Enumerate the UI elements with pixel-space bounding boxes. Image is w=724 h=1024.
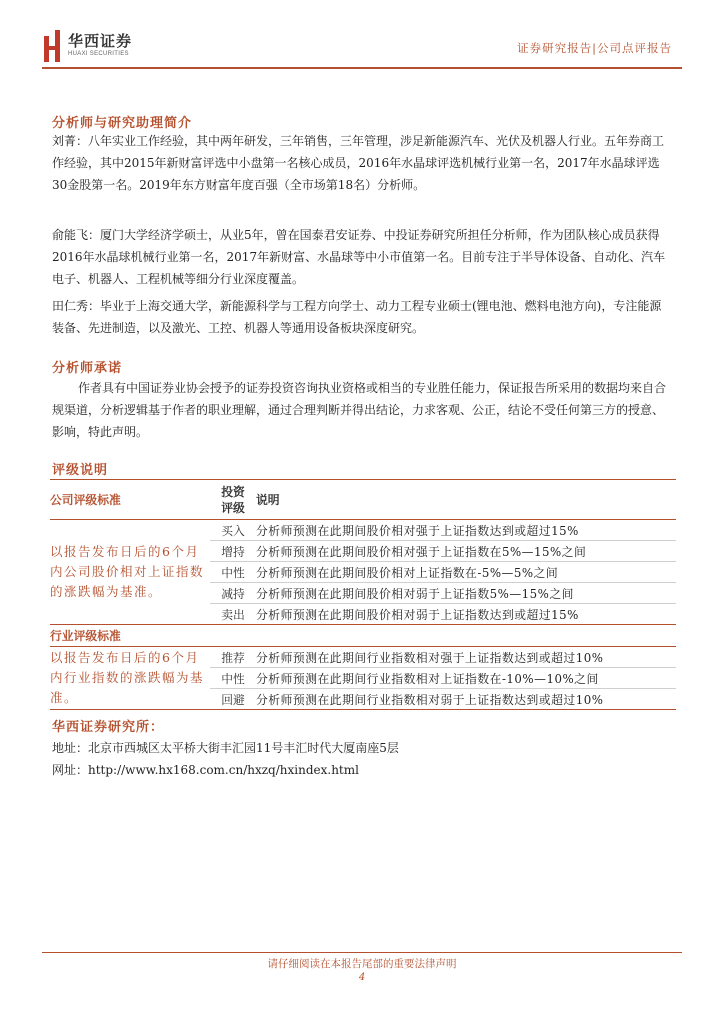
rating-desc: 分析师预测在此期间股价相对上证指数在-5%—5%之间 xyxy=(256,562,676,583)
company-rating-header: 公司评级标准 xyxy=(50,480,210,520)
rating-desc: 分析师预测在此期间股价相对强于上证指数达到或超过15% xyxy=(256,520,676,541)
desc-column-header: 说明 xyxy=(256,480,676,520)
rating-desc: 分析师预测在此期间行业指数相对弱于上证指数达到或超过10% xyxy=(256,689,676,710)
industry-rating-header: 行业评级标准 xyxy=(50,625,210,647)
commitment-text: 作者具有中国证券业协会授予的证券投资咨询执业资格或相当的专业胜任能力，保证报告所采用的数据均来自合规渠道，分析逻辑基于作者的职业理解，通过合理判断并得出结论，力求客观、公正，结论不受任何第三方的授意、影响，特此声明。 xyxy=(52,381,667,439)
rating-value: 推荐 xyxy=(210,647,256,668)
rating-table-header xyxy=(50,480,676,520)
page-header xyxy=(0,0,724,70)
analyst-bio-2: 俞能飞：厦门大学经济学硕士，从业5年，曾在国泰君安证券、中投证券研究所担任分析师，作为团队核心成员获得2016年水晶球机械行业第一名，2017年新财富、水晶球等中小市值第一名。目前专注于半导体设备、自动化、汽车电子、机器人、工程机械等细分行业深度覆盖。 xyxy=(52,228,666,286)
commitment-section-title: 分析师承诺 xyxy=(52,361,123,376)
rating-column-header: 投资评级 xyxy=(210,480,256,520)
institute-website: 网址：http://www.hx168.com.cn/hxzq/hxindex.html xyxy=(52,763,359,777)
footer-divider xyxy=(42,952,682,953)
huaxi-logo xyxy=(44,30,144,64)
institute-address: 地址：北京市西城区太平桥大街丰汇园11号丰汇时代大厦南座5层 xyxy=(52,741,399,755)
logo-text-en: HUAXI SECURITIES xyxy=(68,51,129,57)
rating-value: 中性 xyxy=(210,562,256,583)
institute-title: 华西证券研究所： xyxy=(52,720,165,735)
legal-notice: 请仔细阅读在本报告尾部的重要法律声明 xyxy=(267,958,457,970)
rating-value: 卖出 xyxy=(210,604,256,625)
empty-cell xyxy=(256,625,676,647)
industry-rating-header-row xyxy=(50,625,676,647)
rating-desc: 分析师预测在此期间股价相对强于上证指数在5%—15%之间 xyxy=(256,541,676,562)
rating-desc: 分析师预测在此期间股价相对弱于上证指数5%—15%之间 xyxy=(256,583,676,604)
rating-desc: 分析师预测在此期间行业指数相对上证指数在-10%—10%之间 xyxy=(256,668,676,689)
rating-value: 增持 xyxy=(210,541,256,562)
rating-section-title: 评级说明 xyxy=(52,463,109,478)
rating-value: 回避 xyxy=(210,689,256,710)
rating-value: 减持 xyxy=(210,583,256,604)
table-row xyxy=(50,520,676,541)
rating-desc: 分析师预测在此期间股价相对弱于上证指数达到或超过15% xyxy=(256,604,676,625)
rating-table xyxy=(50,479,676,710)
huaxi-logo-mark-icon xyxy=(44,30,62,62)
page-number: 4 xyxy=(358,972,366,983)
table-row xyxy=(50,647,676,668)
industry-rating-basis: 以报告发布日后的6个月内行业指数的涨跌幅为基准。 xyxy=(50,647,210,710)
analysts-section-title: 分析师与研究助理简介 xyxy=(52,116,193,131)
analyst-bio-1: 刘菁：八年实业工作经验，其中两年研发，三年销售，三年管理，涉足新能源汽车、光伏及机器人行业。五年券商工作经验，其中2015年新财富评选中小盘第一名核心成员，2016年水晶球评选机械行业第一名，2017年水晶球评选30金股第一名。2019年东方财富年度百强（全市场第18名）分析师。 xyxy=(52,134,665,192)
rating-value: 买入 xyxy=(210,520,256,541)
logo-text-cn: 华西证券 xyxy=(68,32,133,50)
company-rating-basis: 以报告发布日后的6个月内公司股价相对上证指数的涨跌幅为基准。 xyxy=(50,520,210,625)
empty-cell xyxy=(210,625,256,647)
rating-value: 中性 xyxy=(210,668,256,689)
analyst-bio-3: 田仁秀：毕业于上海交通大学，新能源科学与工程方向学士、动力工程专业硕士(锂电池、燃料电池方向)，专注能源装备、先进制造，以及激光、工控、机器人等通用设备板块深度研究。 xyxy=(52,299,662,335)
report-type-label: 证券研究报告|公司点评报告 xyxy=(517,41,672,55)
rating-desc: 分析师预测在此期间行业指数相对强于上证指数达到或超过10% xyxy=(256,647,676,668)
header-divider xyxy=(42,67,682,69)
